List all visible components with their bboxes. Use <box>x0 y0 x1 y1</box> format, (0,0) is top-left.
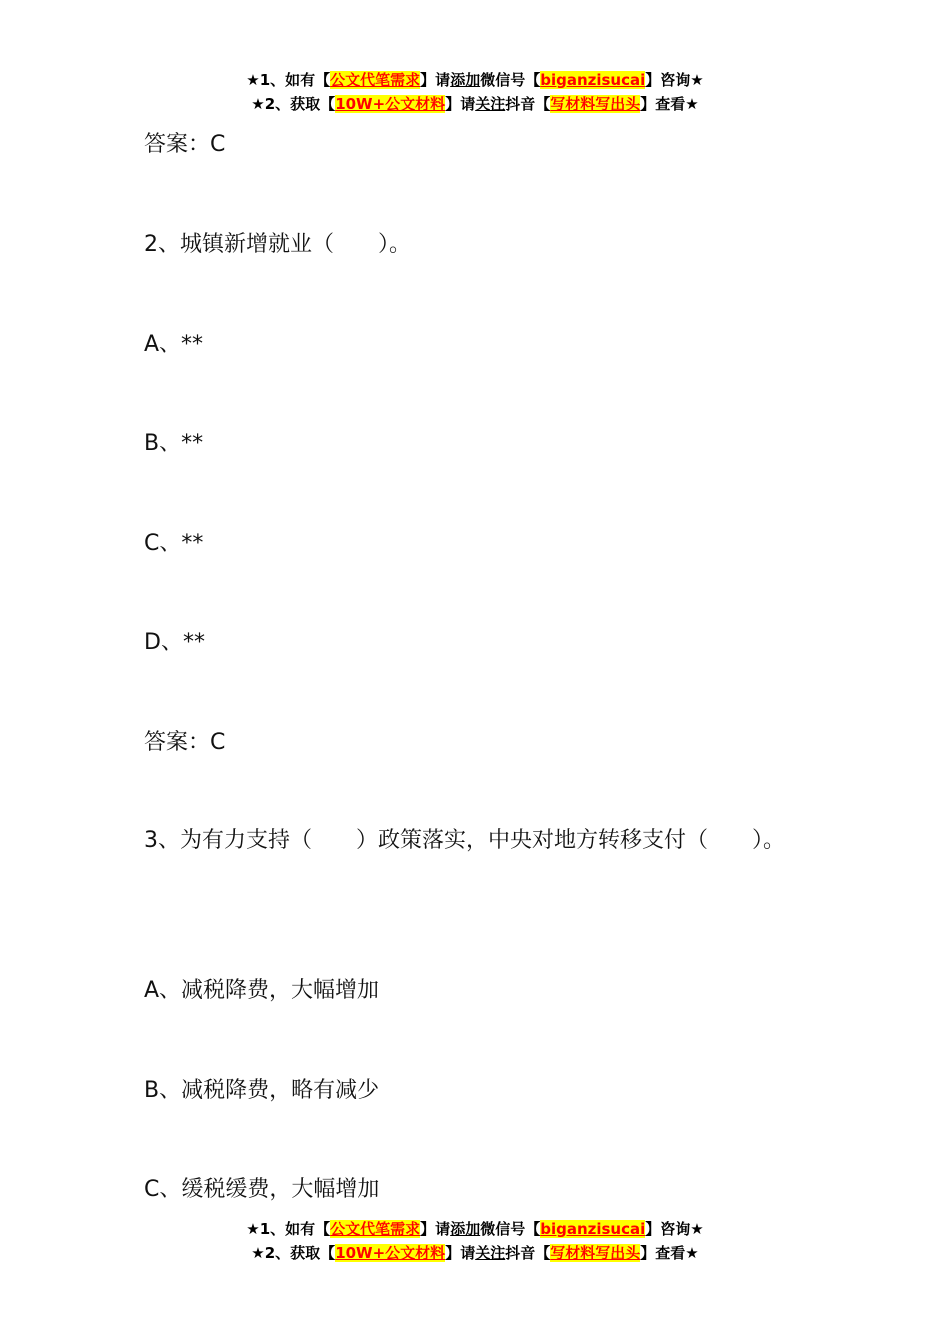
footer-underline-follow: 关注 <box>475 1244 506 1262</box>
header-line-1-mid1: 】请 <box>420 71 451 89</box>
q3-option-a: A、减税降费，大幅增加 <box>144 978 380 1003</box>
header-line-2-prefix: ★2、获取【 <box>251 95 336 113</box>
q2-option-c: C、** <box>144 531 204 556</box>
header-banner <box>0 68 950 116</box>
footer-line-1-mid2: 微信号【 <box>480 1220 541 1238</box>
footer-line-1 <box>0 1217 950 1241</box>
header-line-1-suffix: 】咨询★ <box>645 71 704 89</box>
footer-line-2-mid2: 抖音【 <box>505 1244 551 1262</box>
answer-q1: 答案：C <box>144 132 226 157</box>
footer-banner <box>0 1217 950 1265</box>
footer-line-1-mid1: 】请 <box>420 1220 451 1238</box>
header-wechat-id: biganzisucai <box>540 71 646 89</box>
question-3: 3、为有力支持（ ）政策落实，中央对地方转移支付（ ）。 <box>144 828 785 853</box>
header-line-2-mid1: 】请 <box>445 95 476 113</box>
header-line-1 <box>0 68 950 92</box>
header-line-1-prefix: ★1、如有【 <box>246 71 331 89</box>
q2-option-a: A、** <box>144 332 204 357</box>
footer-wechat-id: biganzisucai <box>540 1220 646 1238</box>
header-underline-follow: 关注 <box>475 95 506 113</box>
footer-douyin-account: 写材料写出头 <box>550 1244 641 1262</box>
footer-line-1-prefix: ★1、如有【 <box>246 1220 331 1238</box>
q2-option-d: D、** <box>144 630 205 655</box>
header-line-1-mid2: 微信号【 <box>480 71 541 89</box>
header-douyin-account: 写材料写出头 <box>550 95 641 113</box>
question-2: 2、城镇新增就业（ ）。 <box>144 232 411 257</box>
answer-q2: 答案：C <box>144 730 226 755</box>
footer-underline-add: 添加 <box>450 1220 481 1238</box>
footer-highlight-materials: 10W+公文材料 <box>335 1244 446 1262</box>
header-highlight-materials: 10W+公文材料 <box>335 95 446 113</box>
footer-line-2 <box>0 1241 950 1265</box>
q3-option-c: C、缓税缓费，大幅增加 <box>144 1177 380 1202</box>
footer-line-1-suffix: 】咨询★ <box>645 1220 704 1238</box>
footer-line-2-suffix: 】查看★ <box>640 1244 699 1262</box>
header-line-2-suffix: 】查看★ <box>640 95 699 113</box>
header-line-2-mid2: 抖音【 <box>505 95 551 113</box>
header-underline-add: 添加 <box>450 71 481 89</box>
footer-highlight-ghostwriting: 公文代笔需求 <box>330 1220 421 1238</box>
q2-option-b: B、** <box>144 431 204 456</box>
header-highlight-ghostwriting: 公文代笔需求 <box>330 71 421 89</box>
header-line-2 <box>0 92 950 116</box>
q3-option-b: B、减税降费，略有减少 <box>144 1078 380 1103</box>
footer-line-2-prefix: ★2、获取【 <box>251 1244 336 1262</box>
footer-line-2-mid1: 】请 <box>445 1244 476 1262</box>
